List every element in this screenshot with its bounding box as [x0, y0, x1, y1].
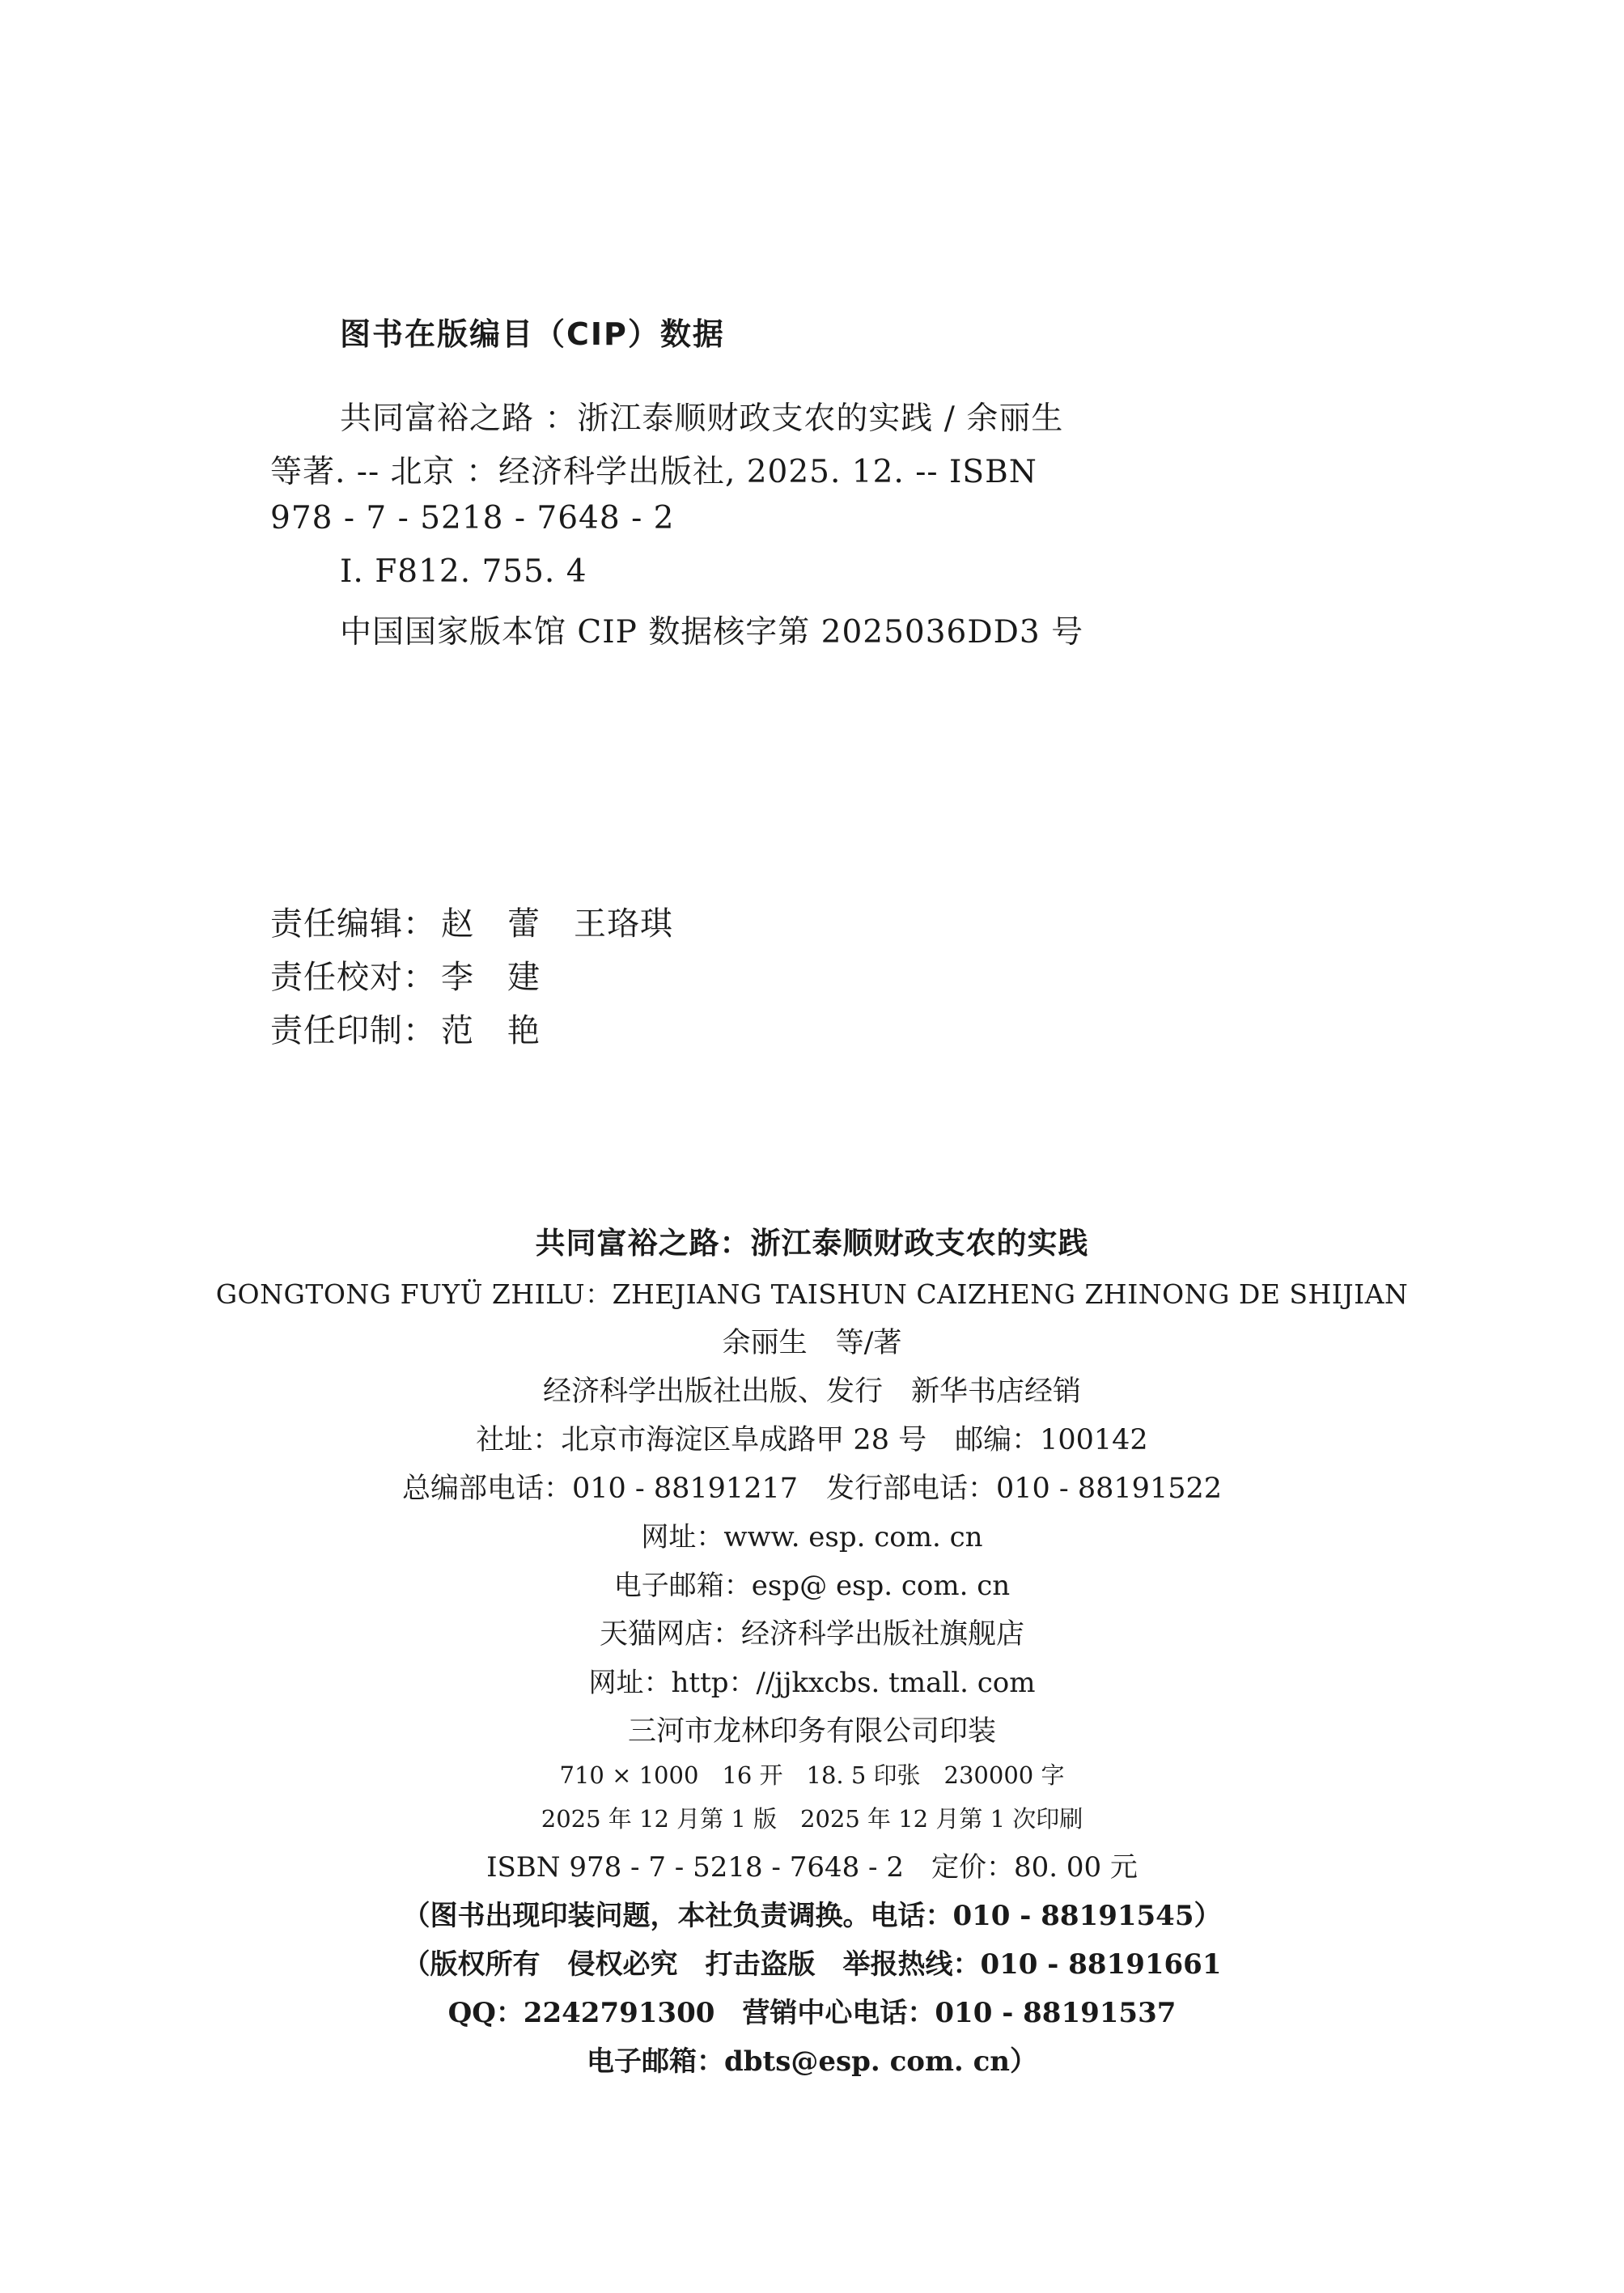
- responsible-proofreader-names: 李 建: [441, 959, 541, 996]
- responsible-printing-line: [270, 1005, 541, 1051]
- copyright-notice: （版权所有 侵权必究 打击盗版 举报热线：010 - 88191661: [402, 1948, 1222, 1981]
- publisher-website: 网址：www. esp. com. cn: [641, 1521, 983, 1553]
- printer-line: 三河市龙林印务有限公司印装: [627, 1715, 996, 1748]
- tmall-website: 网址：http：//jjkxcbs. tmall. com: [588, 1667, 1036, 1699]
- edition-line: 2025 年 12 月第 1 版 2025 年 12 月第 1 次印刷: [541, 1805, 1083, 1833]
- cip-record-number-line: 中国国家版本馆 CIP 数据核字第 2025036DD3 号: [340, 614, 1084, 651]
- tmall-store: 天猫网店：经济科学出版社旗舰店: [599, 1618, 1024, 1651]
- responsible-editor-label: 责任编辑：: [270, 905, 436, 943]
- responsible-editor-names: 赵 蕾 王珞琪: [441, 905, 673, 943]
- responsible-printing-names: 范 艳: [441, 1012, 541, 1049]
- responsible-proofreader-label: 责任校对：: [270, 959, 436, 996]
- book-author: 余丽生 等/著: [722, 1327, 902, 1359]
- cip-classification-line: Ⅰ. F812. 755. 4: [340, 553, 587, 590]
- responsible-proofreader-line: [270, 952, 541, 998]
- cip-publication-line: 等著. -- 北京 ：经济科学出版社, 2025. 12. -- ISBN: [270, 454, 1037, 490]
- responsible-editor-line: [270, 898, 673, 944]
- isbn-price-line: ISBN 978 - 7 - 5218 - 7648 - 2 定价：80. 00 元: [486, 1851, 1138, 1884]
- book-title: 共同富裕之路：浙江泰顺财政支农的实践: [535, 1226, 1089, 1261]
- book-specification: 710 × 1000 16 开 18. 5 印张 230000 字: [559, 1761, 1065, 1789]
- cip-title-line: 共同富裕之路 ：浙江泰顺财政支农的实践 / 余丽生: [340, 401, 1064, 437]
- publisher-line: 经济科学出版社出版、发行 新华书店经销: [542, 1375, 1081, 1408]
- cip-isbn-line: 978 - 7 - 5218 - 7648 - 2: [270, 500, 675, 536]
- publisher-email: 电子邮箱：esp@ esp. com. cn: [613, 1570, 1011, 1602]
- book-title-pinyin: GONGTONG FUYÜ ZHILU：ZHEJIANG TAISHUN CAIZHENG ZHINONG DE SHIJIAN: [215, 1278, 1409, 1310]
- print-issue-notice: （图书出现印装问题，本社负责调换。电话：010 - 88191545）: [402, 1900, 1222, 1932]
- contact-qq-marketing: QQ：2242791300 营销中心电话：010 - 88191537: [447, 1997, 1177, 2029]
- publisher-address: 社址：北京市海淀区阜成路甲 28 号 邮编：100142: [476, 1424, 1148, 1456]
- contact-email: 电子邮箱：dbts@esp. com. cn）: [586, 2045, 1038, 2078]
- responsible-printing-label: 责任印制：: [270, 1012, 436, 1049]
- cip-heading: 图书在版编目（CIP）数据: [340, 316, 725, 352]
- publisher-phones: 总编部电话：010 - 88191217 发行部电话：010 - 88191522: [401, 1473, 1223, 1505]
